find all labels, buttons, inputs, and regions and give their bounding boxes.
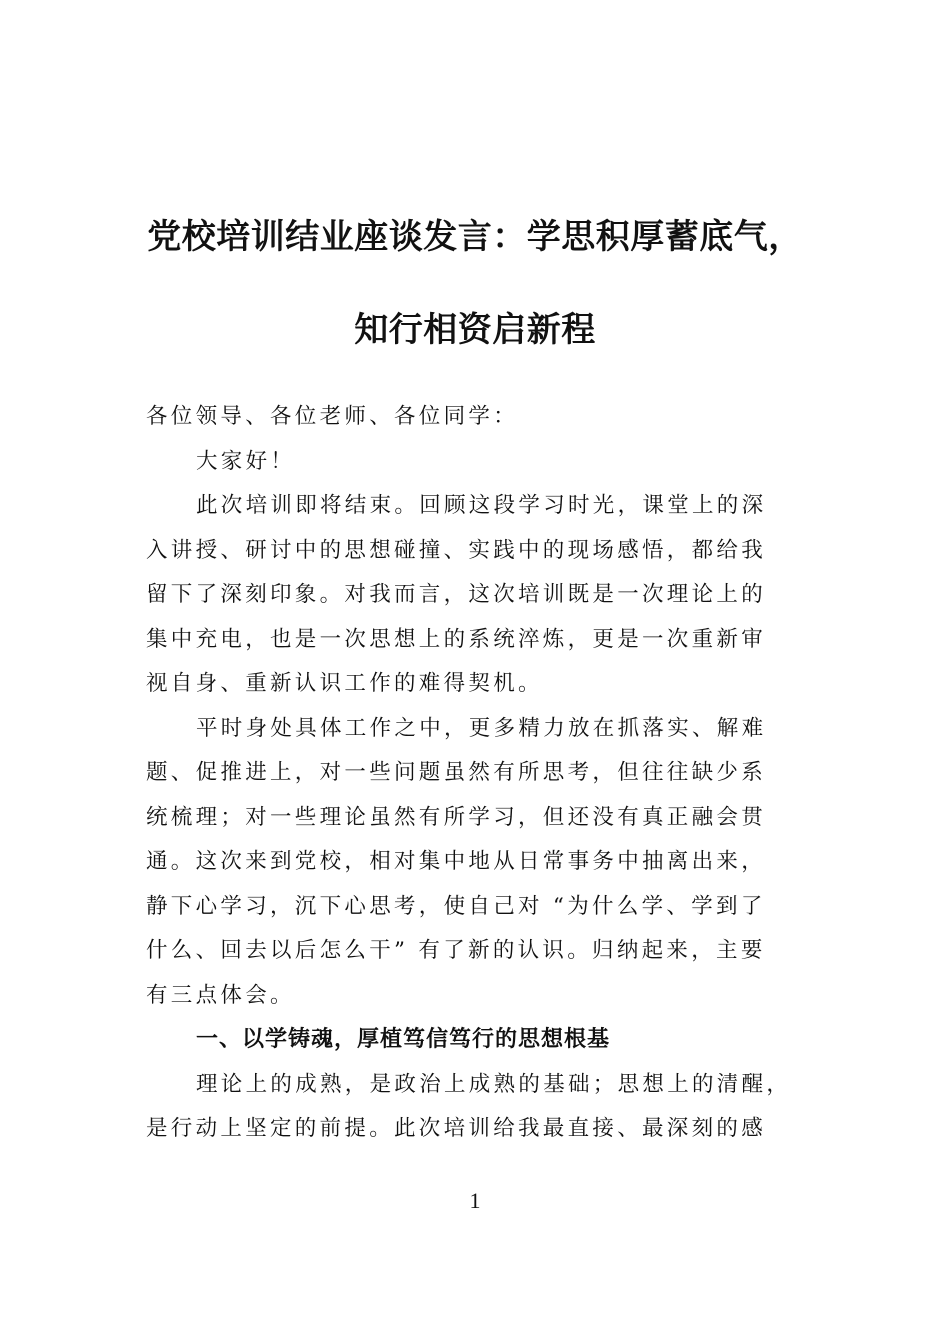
body-text-line: 什么、回去以后怎么干” 有了新的认识。归纳起来，主要 xyxy=(146,938,766,963)
body-text-line: 集中充电，也是一次思想上的系统淬炼，更是一次重新审 xyxy=(146,626,767,652)
body-text-line: 是行动上坚定的前提。此次培训给我最直接、最深刻的感 xyxy=(146,1116,767,1141)
document-body xyxy=(146,395,808,1152)
body-text-line: 各位领导、各位老师、各位同学： xyxy=(146,404,519,429)
section-heading: 一、以学铸魂，厚植笃信笃行的思想根基 xyxy=(196,1027,611,1052)
body-text-line: 平时身处具体工作之中，更多精力放在抓落实、解难 xyxy=(196,715,767,741)
body-text-line: 有三点体会。 xyxy=(146,982,295,1008)
body-text-line: 留下了深刻印象。对我而言，这次培训既是一次理论上的 xyxy=(146,582,767,607)
body-text-line: 视自身、重新认识工作的难得契机。 xyxy=(146,671,543,696)
page-number: 1 xyxy=(469,1188,481,1213)
title-line-2: 知行相资启新程 xyxy=(354,309,596,350)
body-text-line: 统梳理；对一些理论虽然有所学习，但还没有真正融会贯 xyxy=(146,804,767,830)
body-text-line: 通。这次来到党校，相对集中地从日常事务中抽离出来， xyxy=(146,849,767,874)
body-text-line: 大家好！ xyxy=(196,448,296,474)
title-line-1: 党校培训结业座谈发言：学思积厚蓄底气， xyxy=(147,216,803,257)
body-text-line: 题、促推进上，对一些问题虽然有所思考，但往往缺少系 xyxy=(146,760,767,785)
document-title xyxy=(120,191,830,377)
body-text-line: 静下心学习，沉下心思考，使自己对 “为什么学、学到了 xyxy=(146,893,766,919)
body-text-line: 此次培训即将结束。回顾这段学习时光，课堂上的深 xyxy=(196,493,767,518)
body-text-line: 入讲授、研讨中的思想碰撞、实践中的现场感悟，都给我 xyxy=(146,537,767,563)
body-text-line: 理论上的成熟，是政治上成熟的基础；思想上的清醒， xyxy=(196,1071,792,1097)
